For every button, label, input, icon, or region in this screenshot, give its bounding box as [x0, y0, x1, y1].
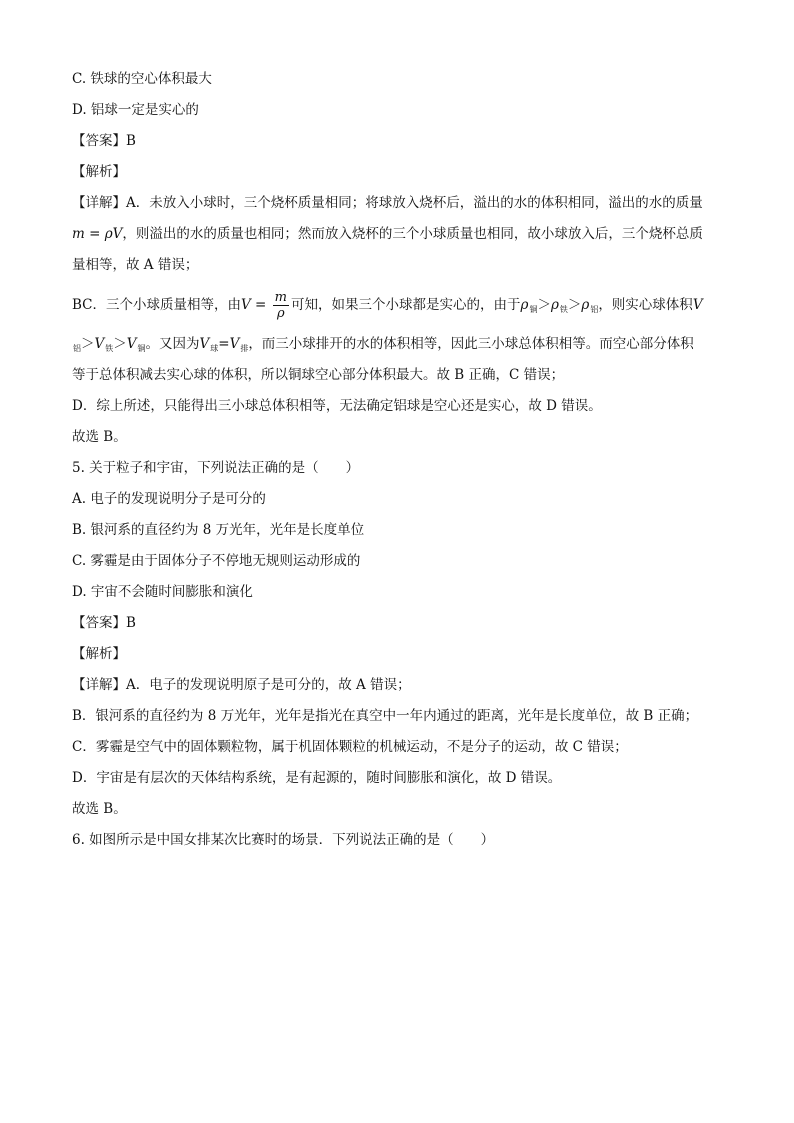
bc-text: BC．三个小球质量相等，由 — [72, 297, 242, 313]
fraction-denominator: ρ — [277, 306, 285, 321]
detail-text: A．电子的发现说明原子是可分的，故 A 错误； — [126, 677, 411, 693]
gt-sign: ＞ — [537, 297, 551, 313]
rho-symbol: ρ — [581, 297, 590, 313]
subscript-cu: 铜 — [137, 344, 146, 353]
subscript-al: 铝 — [73, 344, 81, 353]
subscript-qiu: 球 — [210, 344, 219, 353]
formula-equals: = — [84, 226, 105, 242]
formula-v: V — [112, 226, 123, 242]
bc-text: ，而三小球排开的水的体积相等，因此三小球总体积相等。而空心部分体积 — [248, 336, 694, 352]
fraction-numerator: m — [274, 290, 287, 305]
bc-text: ，则实心球体积 — [598, 297, 693, 313]
subscript-fe: 铁 — [559, 305, 568, 314]
q4-detail-a-line2 — [72, 219, 732, 250]
q5-option-b: B. 银河系的直径约为 8 万光年，光年是长度单位 — [72, 522, 365, 538]
q5-analysis-label: 【解析】 — [72, 646, 126, 662]
gt-sign: ＞ — [81, 336, 95, 352]
q5-option-d: D. 宇宙不会随时间膨胀和演化 — [72, 584, 253, 600]
q5-choose: 故选 B。 — [72, 801, 127, 817]
q5-option-c: C. 雾霾是由于固体分子不停地无规则运动形成的 — [72, 553, 361, 569]
formula-v: V — [692, 297, 703, 313]
subscript-cu: 铜 — [529, 305, 538, 314]
q4-detail-bc-line2 — [72, 329, 732, 360]
detail-label: 【详解】 — [72, 195, 126, 211]
q5-option-a: A. 电子的发现说明分子是可分的 — [72, 491, 266, 507]
q5-detail-c: C．雾霾是空气中的固体颗粒物，属于机固体颗粒的机械运动，不是分子的运动，故 C 错误； — [72, 739, 628, 755]
q4-answer: 【答案】B — [72, 133, 136, 149]
q6-stem: 6. 如图所示是中国女排某次比赛时的场景．下列说法正确的是（ ） — [72, 832, 495, 848]
detail-label: 【详解】 — [72, 677, 126, 693]
q5-detail-a — [72, 670, 732, 701]
formula-rho: ρ — [104, 226, 113, 242]
subscript-pai: 排 — [240, 344, 249, 353]
rho-symbol: ρ — [550, 297, 559, 313]
detail-text: ，则溢出的水的质量也相同；然而放入烧杯的三个小球质量也相同，故小球放入后，三个烧杯总质 — [122, 226, 703, 242]
formula-m: m — [72, 226, 85, 242]
equals-sign: = — [218, 336, 230, 352]
document-content — [72, 64, 732, 856]
q5-detail-d: D．宇宙是有层次的天体结构系统，是有起源的，随时间膨胀和演化，故 D 错误。 — [72, 770, 562, 786]
formula-v: V — [126, 336, 137, 352]
formula-v: V — [229, 336, 240, 352]
rho-symbol: ρ — [520, 297, 529, 313]
q4-detail-d: D．综上所述，只能得出三小球总体积相等，无法确定铝球是空心还是实心，故 D 错误。 — [72, 398, 602, 414]
q5-detail-b: B．银河系的直径约为 8 万光年，光年是指光在真空中一年内通过的距离，光年是长度单位，故 B 正确； — [72, 708, 699, 724]
bc-text: 可知，如果三个小球都是实心的，由于 — [291, 297, 521, 313]
gt-sign: ＞ — [113, 336, 127, 352]
q4-analysis-label: 【解析】 — [72, 164, 126, 180]
gt-sign: ＞ — [567, 297, 582, 313]
formula-v: V — [94, 336, 105, 352]
q4-detail-a-line1 — [72, 188, 732, 219]
q5-stem: 5. 关于粒子和宇宙，下列说法正确的是（ ） — [72, 460, 360, 476]
subscript-al: 铝 — [590, 305, 599, 314]
q4-option-c: C. 铁球的空心体积最大 — [72, 71, 212, 87]
q5-answer: 【答案】B — [72, 615, 136, 631]
q4-option-d: D. 铝球一定是实心的 — [72, 102, 199, 118]
fraction-m-over-rho — [273, 290, 289, 321]
q4-detail-bc-line3: 等于总体积减去实心球的体积，所以铜球空心部分体积最大。故 B 正确，C 错误； — [72, 367, 565, 383]
q4-detail-bc-line1: BC．三个小球质量相等，由V = $\frac{m}{\rho}$ 可知，如果三个小球都是实心的，由于$\rho_铜>\rho_铁>\rho_铝$，则实心球体积V — [72, 290, 703, 321]
formula-v: V — [199, 336, 210, 352]
q4-choose: 故选 B。 — [72, 429, 127, 445]
q4-detail-a-line3: 量相等，故 A 错误； — [72, 257, 199, 273]
bc-text: 。又因为 — [145, 336, 200, 352]
subscript-fe: 铁 — [105, 344, 114, 353]
formula-v: V — [241, 297, 251, 313]
detail-text: A．未放入小球时，三个烧杯质量相同；将球放入烧杯后，溢出的水的体积相同，溢出的水的质量 — [126, 195, 703, 211]
